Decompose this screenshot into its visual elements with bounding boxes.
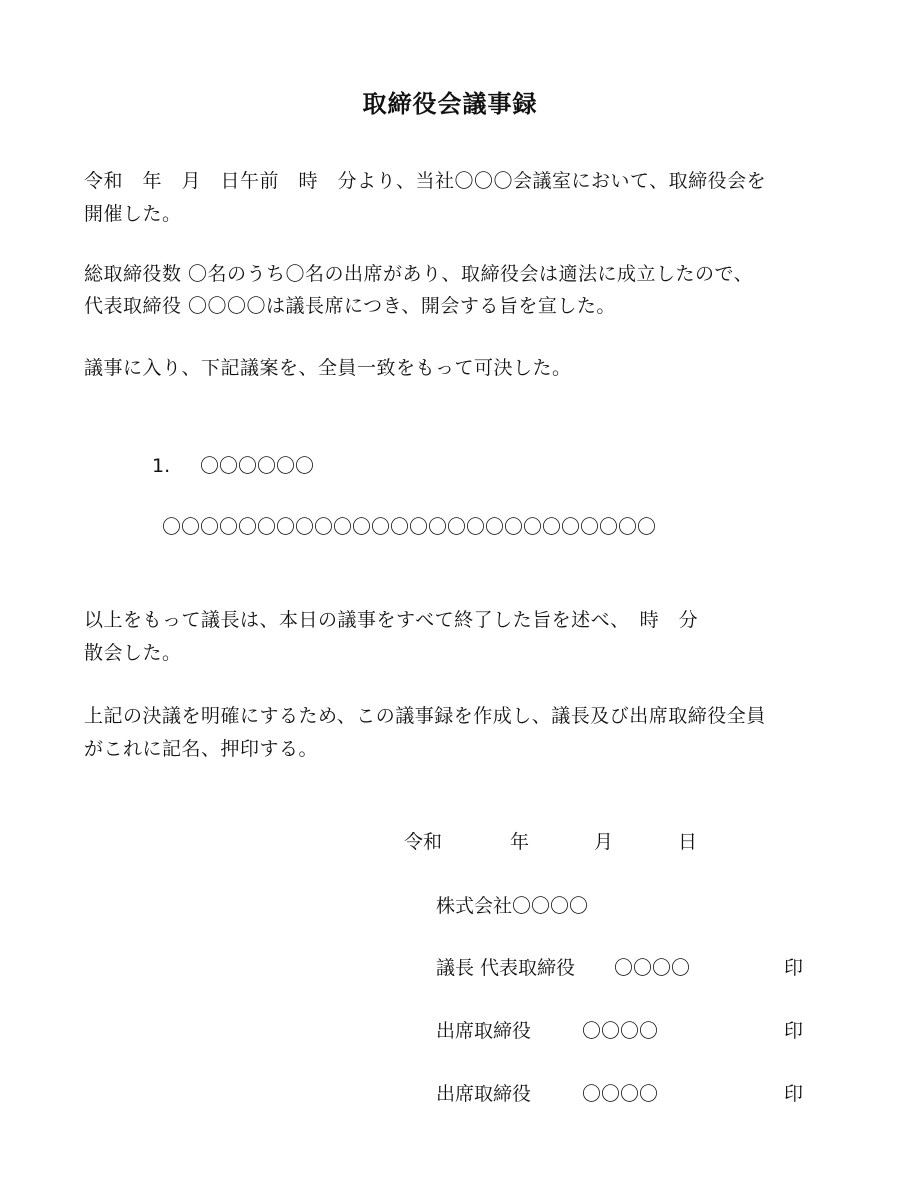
signature-2-name: 〇〇〇〇 <box>582 1020 659 1042</box>
signature-2-seal: 印 <box>784 1020 804 1042</box>
signature-1-name: 〇〇〇〇 <box>614 957 691 979</box>
paragraph-3-line-1: 議事に入り、下記議案を、全員一致をもって可決した。 <box>84 357 572 379</box>
signature-2-label: 出席取締役 <box>436 1020 532 1042</box>
company-name: 株式会社〇〇〇〇 <box>436 895 589 917</box>
signature-1-seal: 印 <box>784 957 804 979</box>
signature-3-name: 〇〇〇〇 <box>582 1083 659 1105</box>
date-day: 日 <box>678 831 698 853</box>
signature-1-label: 議長 代表取締役 <box>436 957 576 979</box>
document-title: 取締役会議事録 <box>362 90 538 118</box>
paragraph-2-line-1: 総取締役数 〇名のうち〇名の出席があり、取締役会は適法に成立したので、 <box>84 263 754 285</box>
signature-3-label: 出席取締役 <box>436 1083 532 1105</box>
date-year: 年 <box>510 831 530 853</box>
paragraph-5-line-2: がこれに記名、押印する。 <box>84 738 319 760</box>
paragraph-4-line-2: 散会した。 <box>84 642 182 664</box>
paragraph-1-line-2: 開催した。 <box>84 203 182 225</box>
paragraph-1-line-1: 令和 年 月 日午前 時 分より、当社〇〇〇会議室において、取締役会を <box>84 170 767 192</box>
date-month: 月 <box>594 831 614 853</box>
paragraph-4-line-1: 以上をもって議長は、本日の議事をすべて終了した旨を述べ、 時 分 <box>84 609 699 631</box>
signature-3-seal: 印 <box>784 1083 804 1105</box>
paragraph-5-line-1: 上記の決議を明確にするため、この議事録を作成し、議長及び出席取締役全員 <box>84 705 766 727</box>
paragraph-2-line-2: 代表取締役 〇〇〇〇は議長席につき、開会する旨を宣した。 <box>84 295 616 317</box>
agenda-detail: 〇〇〇〇〇〇〇〇〇〇〇〇〇〇〇〇〇〇〇〇〇〇〇〇〇〇 <box>162 516 657 538</box>
agenda-number: 1. <box>152 455 171 477</box>
agenda-title: 〇〇〇〇〇〇 <box>200 455 315 477</box>
date-era: 令和 <box>404 831 443 853</box>
